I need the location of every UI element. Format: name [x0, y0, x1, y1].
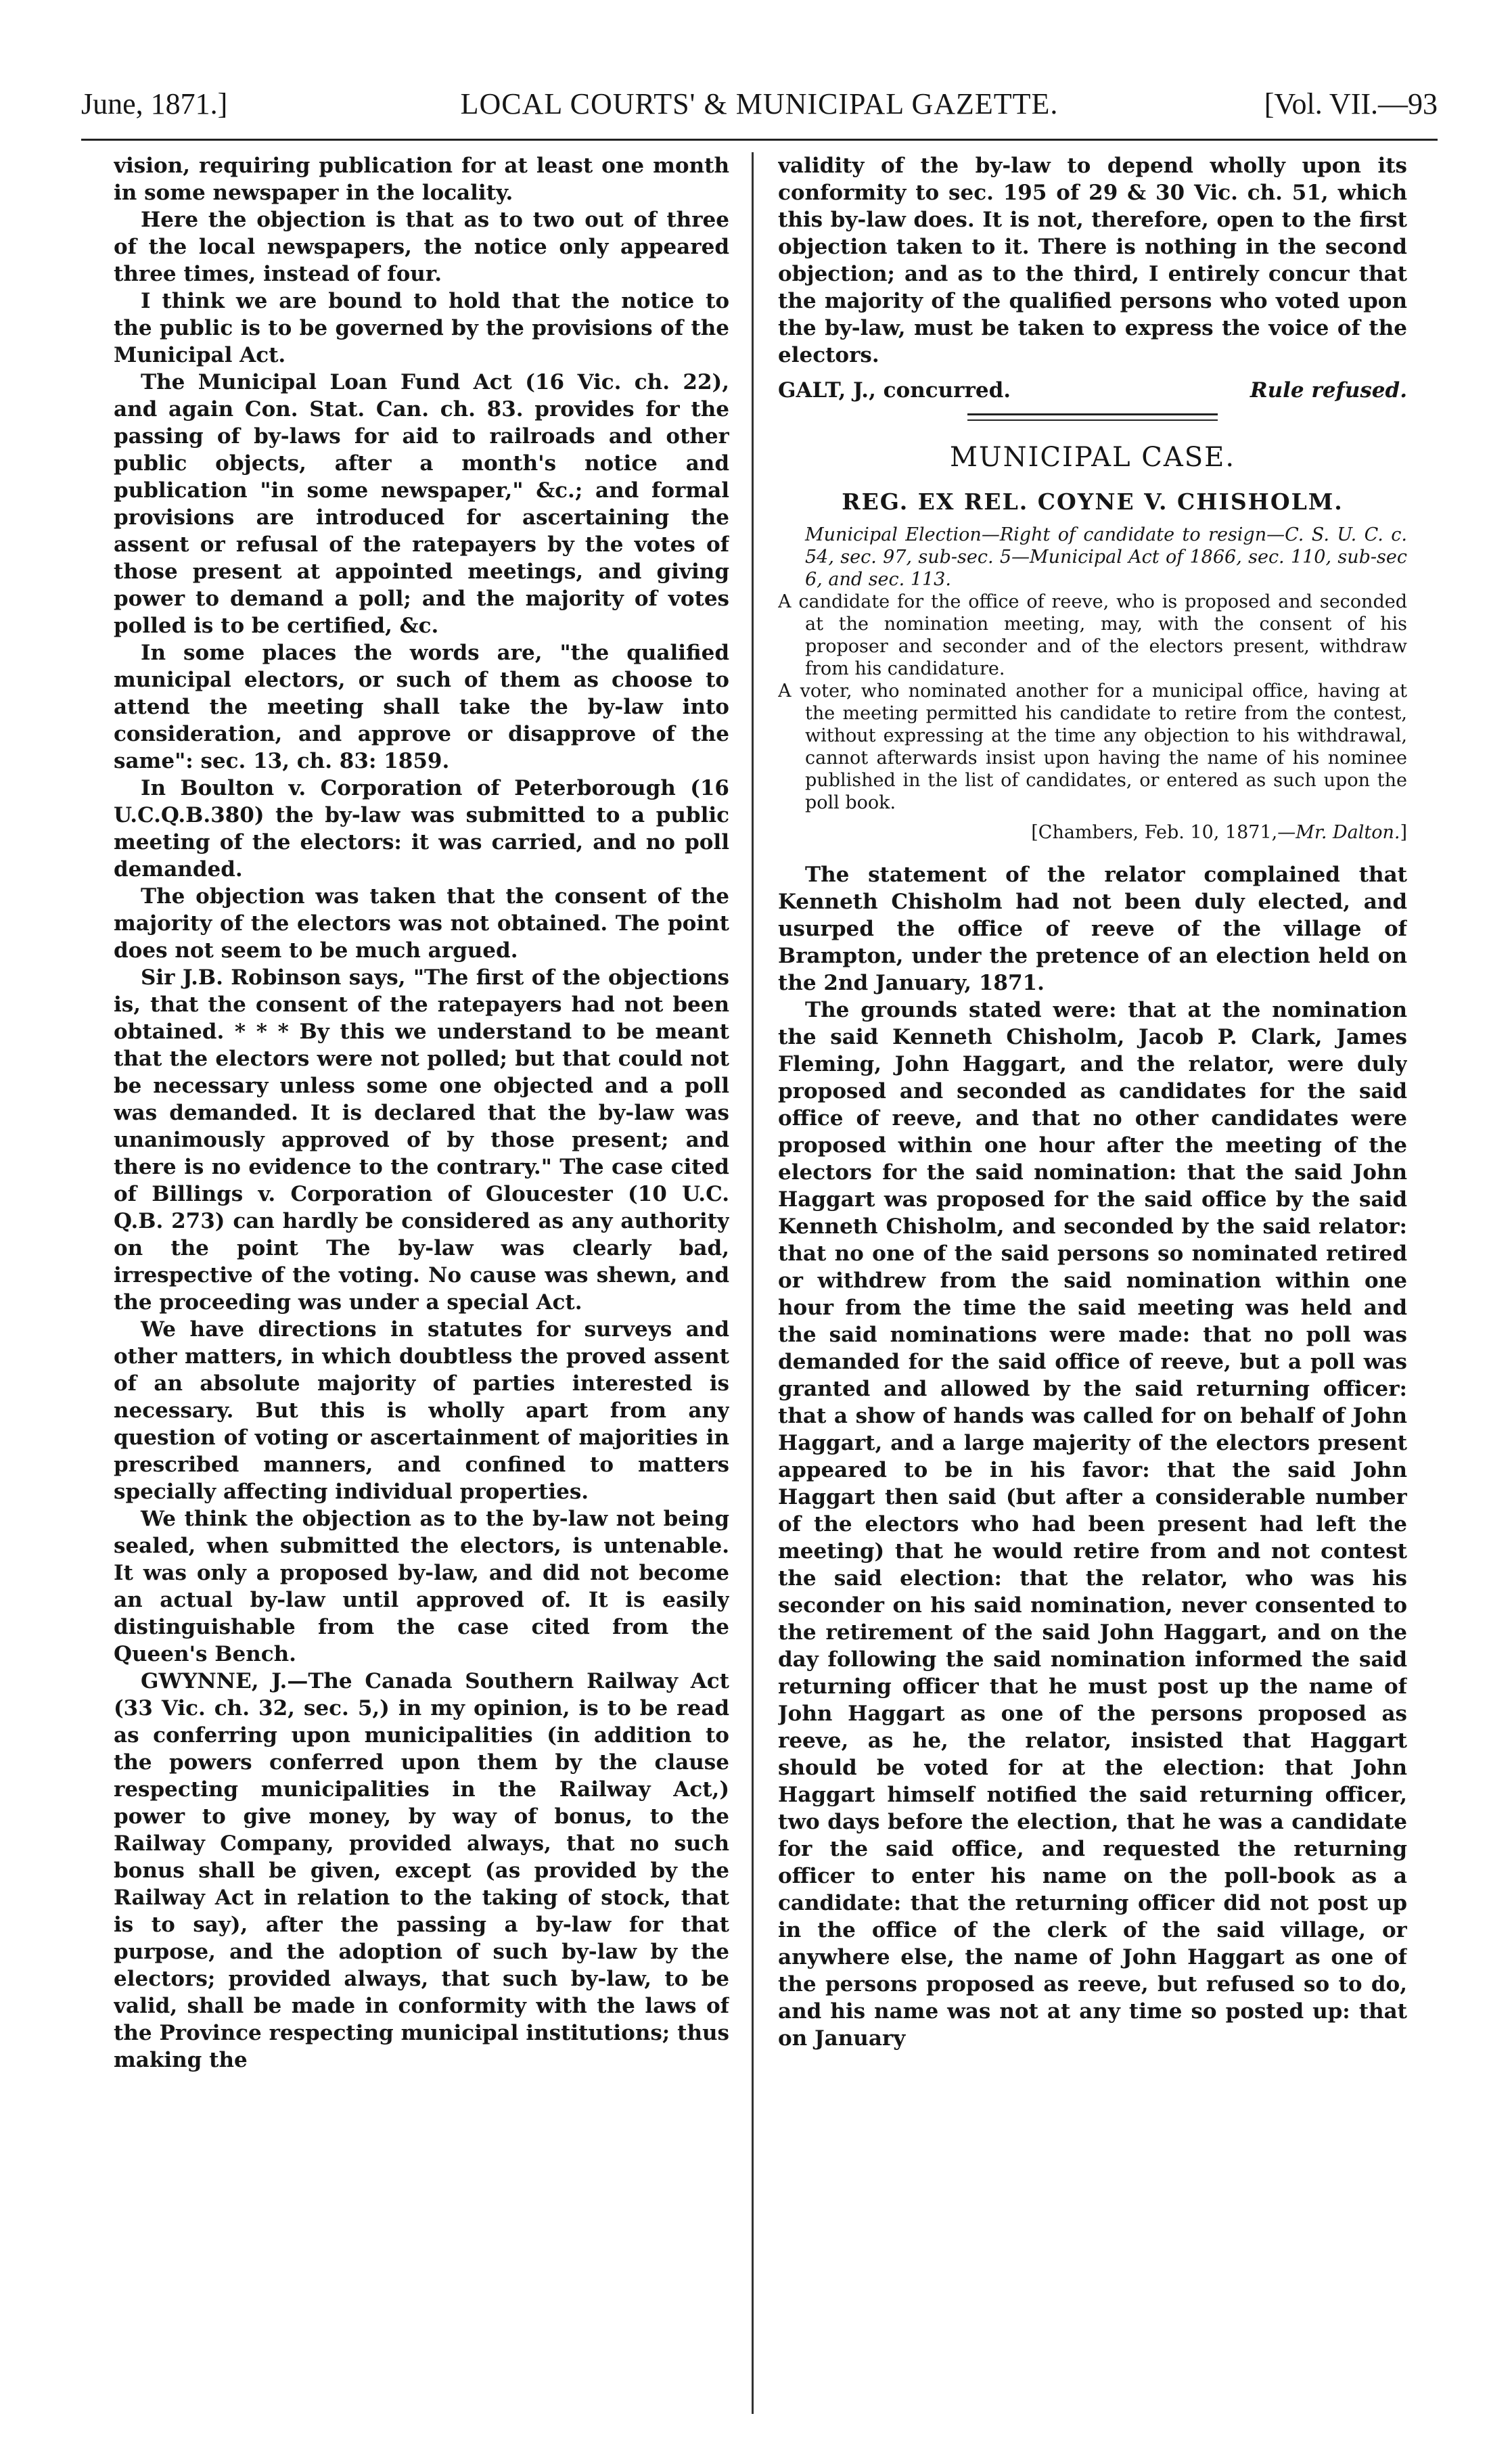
- paragraph: In Boulton v. Corporation of Peterborough (16 U.C.Q.B.380) the by-law was submitted to a public meeting of the electors: it was carried, and no poll demanded.: [114, 776, 729, 882]
- section-rule: [967, 413, 1218, 421]
- header-title: LOCAL COURTS' & MUNICIPAL GAZETTE.: [460, 87, 1059, 120]
- citation-end: ]: [1400, 822, 1407, 843]
- paragraph: I think we are bound to hold that the notice to the public is to be governed by the provisions of the Municipal Act.: [114, 289, 729, 367]
- paragraph: We think the objection as to the by-law not being sealed, when submitted the electors, is untenable. It was only a proposed by-law, and did not become an actual by-law until approved of. It is easily distinguishable from the case cited from the Queen's Bench.: [114, 1507, 729, 1666]
- header-date: June, 1871.]: [81, 87, 228, 120]
- case-title: REG. EX REL. COYNE V. CHISHOLM.: [842, 488, 1344, 515]
- concurrence-line: [778, 377, 1407, 404]
- column-divider: [752, 152, 754, 2414]
- syllabus-item: A candidate for the office of reeve, who is proposed and seconded at the nomination meeting, may, with the consent of his proposer and seconder and of the electors present, withdraw from his candidature.: [778, 591, 1407, 679]
- headnote: Municipal Election—Right of candidate to resign—C. S. U. C. c. 54, sec. 97, sub-sec. 5—Municipal Act of 1866, sec. 110, sub-sec 6, and sec. 113.: [805, 524, 1407, 590]
- section-title: MUNICIPAL CASE.: [949, 442, 1236, 473]
- page-header: [81, 87, 1438, 134]
- paragraph: Sir J.B. Robinson says, "The first of the objections is, that the consent of the ratepayers had not been obtained. * * * By this we understand to be meant that the electors were not polled; but that could not be necessary unless some one objected and a poll was demanded. It is declared that the by-law was unanimously approved of by those present; and there is no evidence to the contrary." The case cited of Billings v. Corporation of Gloucester (10 U.C. Q.B. 273) can hardly be considered as any authority on the point The by-law was clearly bad, irrespective of the voting. No cause was shewn, and the proceeding was under a special Act.: [114, 965, 729, 1315]
- paragraph: We have directions in statutes for surveys and other matters, in which doubtless the proved assent of an absolute majority of parties interested is necessary. But this is wholly apart from any question of voting or ascertainment of majorities in prescribed manners, and confined to matters specially affecting individual properties.: [114, 1317, 729, 1504]
- paragraph: GWYNNE, J.—The Canada Southern Railway Act (33 Vic. ch. 32, sec. 5,) in my opinion, is to be read as conferring upon municipalities (in addition to the powers conferred upon them by the clause respecting municipalities in the Railway Act,) power to give money, by way of bonus, to the Railway Company, provided always, that no such bonus shall be given, except (as provided by the Railway Act in relation to the taking of stock, that is to say), after the passing a by-law for that purpose, and the adoption of such by-law by the electors; provided always, that such by-law, to be valid, shall be made in conformity with the laws of the Province respecting municipal institutions; thus making the: [114, 1669, 729, 2072]
- paragraph: Here the objection is that as to two out of three of the local newspapers, the notice only appeared three times, instead of four.: [114, 208, 729, 286]
- syllabus-item: A voter, who nominated another for a municipal office, having at the meeting permitted his candidate to retire from the contest, without expressing at the time any objection to his withdrawal, cannot afterwards insist upon having the name of his nominee published in the list of candidates, or entered as such upon the poll book.: [778, 681, 1407, 813]
- paragraph: vision, requiring publication for at least one month in some newspaper in the locality.: [114, 154, 729, 205]
- concurring-judge: GALT, J., concurred.: [778, 378, 1011, 403]
- case-citation: [778, 819, 1407, 846]
- citation-judge: Mr. Dalton.: [1296, 822, 1400, 843]
- paragraph: The grounds stated were: that at the nomination the said Kenneth Chisholm, Jacob P. Clark, James Fleming, John Haggart, and the relator, were duly proposed and seconded as candidates for the said office of reeve, and that no other candidates were proposed within one hour after the meeting of the electors for the said nomination: that the said John Haggart was proposed for the said office by the said Kenneth Chisholm, and seconded by the said relator: that no one of the said persons so nominated retired or withdrew from the said nomination within one hour from the time the said meeting was held and the said nominations were made: that no poll was demanded for the said office of reeve, but a poll was granted and allowed by the said returning officer: that a show of hands was called for on behalf of John Haggart, and a large majerity of the electors present appeared to be in his favor: that the said John Haggart then said (but after a considerable number of the electors who had been present had left the meeting) that he would retire from and not contest the said election: that the relator, who was his seconder on his said nomination, never consented to the retirement of the said John Haggart, and on the day following the said nomination informed the said returning officer that he must post up the name of John Haggart as one of the persons proposed as reeve, as he, the relator, insisted that Haggart should be voted for at the election: that John Haggart himself notified the said returning officer, two days before the election, that he was a candidate for the said office, and requested the returning officer to enter his name on the poll-book as a candidate: that the returning officer did not post up in the office of the clerk of the said village, or anywhere else, the name of John Haggart as one of the persons proposed as reeve, but refused so to do, and his name was not at any time so posted up: that on January: [778, 998, 1407, 2051]
- header-rule: [81, 139, 1438, 141]
- citation-text: [Chambers, Feb. 10, 1871,—: [1031, 822, 1296, 843]
- paragraph: The Municipal Loan Fund Act (16 Vic. ch. 22), and again Con. Stat. Can. ch. 83. provides for the passing of by-laws for aid to railroads and other public objects, after a month's notice and publication "in some newspaper," &c.; and formal provisions are introduced for ascertaining the assent or refusal of the ratepayers by the votes of those present at appointed meetings, and giving power to demand a poll; and the majority of votes polled is to be certified, &c.: [114, 370, 729, 638]
- right-column: [778, 152, 1407, 2414]
- verdict: Rule refused.: [1250, 378, 1407, 403]
- paragraph: validity of the by-law to depend wholly upon its conformity to sec. 195 of 29 & 30 Vic. ch. 51, which this by-law does. It is not, therefore, open to the first objection taken to it. There is nothing in the second objection; and as to the third, I entirely concur that the majority of the qualified persons who voted upon the by-law, must be taken to express the voice of the electors.: [778, 154, 1407, 367]
- header-volume: [Vol. VII.—93: [1264, 87, 1438, 120]
- paragraph: In some places the words are, "the qualified municipal electors, or such of them as choose to attend the meeting shall take the by-law into consideration, and approve or disapprove of the same": sec. 13, ch. 83: 1859.: [114, 641, 729, 773]
- left-column: [114, 152, 729, 2414]
- paragraph: The statement of the relator complained that Kenneth Chisholm had not been duly elected, and usurped the office of reeve of the village of Brampton, under the pretence of an election held on the 2nd January, 1871.: [778, 863, 1407, 995]
- paragraph: The objection was taken that the consent of the majority of the electors was not obtained. The point does not seem to be much argued.: [114, 884, 729, 963]
